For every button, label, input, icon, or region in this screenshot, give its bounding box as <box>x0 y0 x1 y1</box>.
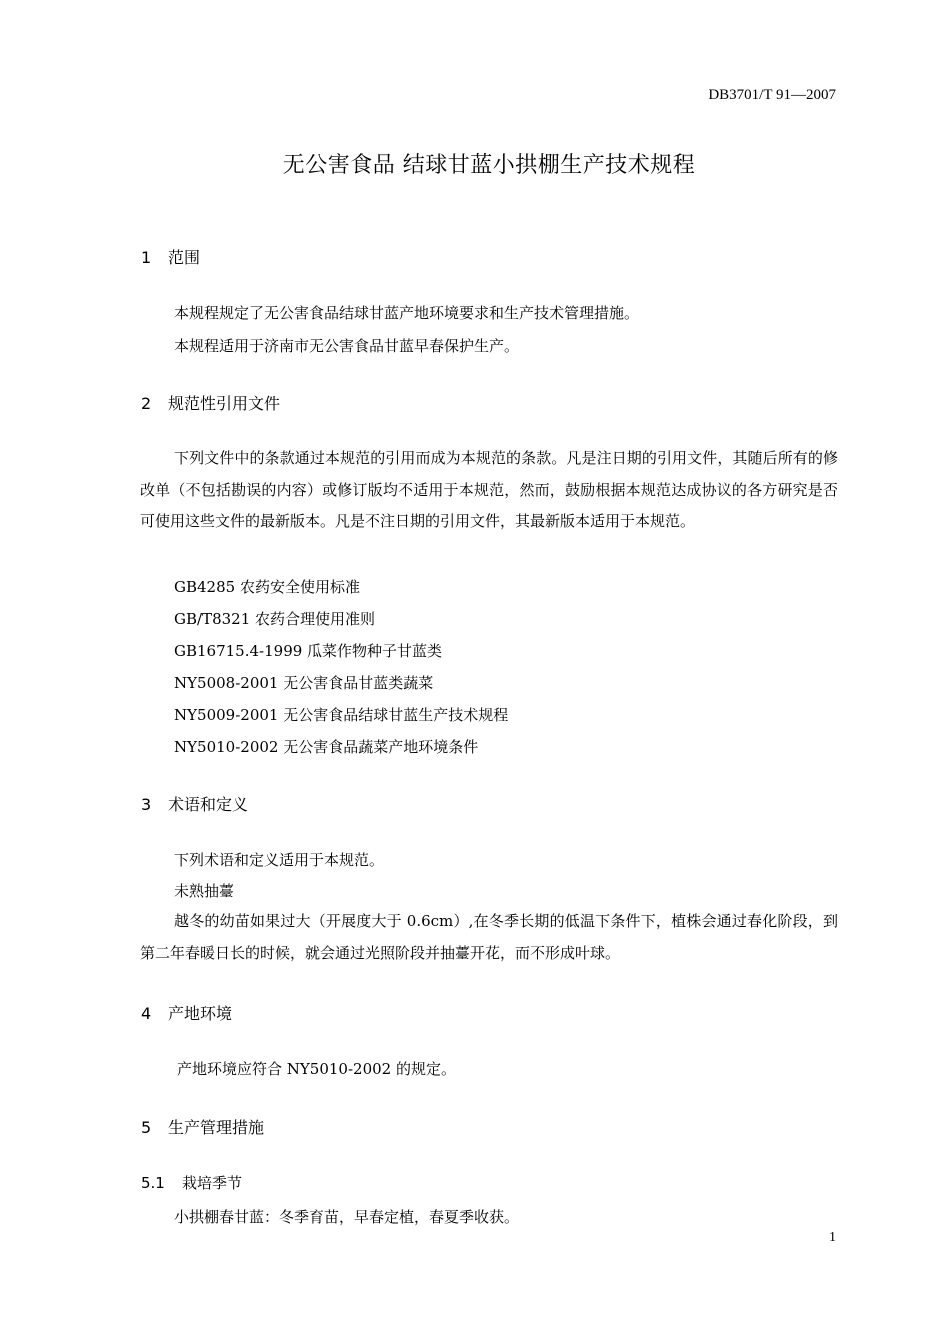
paragraph: 小拱棚春甘蓝：冬季育苗，早春定植，春夏季收获。 <box>174 1208 520 1226</box>
section-number: 2 <box>141 394 152 413</box>
page-number: 1 <box>829 1230 836 1245</box>
section-number: 5 <box>141 1118 152 1137</box>
paragraph: 本规程适用于济南市无公害食品甘蓝早春保护生产。 <box>174 337 520 355</box>
section-3-heading <box>141 792 248 815</box>
section-number: 4 <box>141 1004 152 1023</box>
paragraph: 产地环境应符合 NY5010-2002 的规定。 <box>177 1060 456 1078</box>
document-title: 无公害食品 结球甘蓝小拱棚生产技术规程 <box>282 153 696 178</box>
reference-item: GB4285 农药安全使用标准 <box>174 578 360 596</box>
references-intro-paragraph: 下列文件中的条款通过本规范的引用而成为本规范的条款。凡是注日期的引用文件，其随后所有的修改单（不包括勘误的内容）或修订版均不适用于本规范，然而，鼓励根据本规范达成协议的各方研究是否可使用这些文件的最新版本。凡是不注日期的引用文件，其最新版本适用于本规范。 <box>140 449 838 530</box>
term-definition: 越冬的幼苗如果过大（开展度大于 0.6cm）,在冬季长期的低温下条件下，植株会通过春化阶段，到第二年春暖日长的时候，就会通过光照阶段并抽薹开花，而不形成叶球。 <box>140 912 838 962</box>
subsection-5-1-heading <box>141 1172 242 1193</box>
section-title: 生产管理措施 <box>168 1118 265 1137</box>
subsection-title: 栽培季节 <box>182 1174 243 1192</box>
section-2-heading <box>141 391 280 414</box>
section-1-heading <box>141 245 200 268</box>
paragraph: 本规程规定了无公害食品结球甘蓝产地环境要求和生产技术管理措施。 <box>174 304 640 322</box>
paragraph: 下列术语和定义适用于本规范。 <box>174 851 385 869</box>
reference-item: NY5008-2001 无公害食品甘蓝类蔬菜 <box>174 674 434 692</box>
section-4-heading <box>141 1001 232 1024</box>
section-number: 3 <box>141 795 152 814</box>
reference-item: NY5010-2002 无公害食品蔬菜产地环境条件 <box>174 738 479 756</box>
subsection-number: 5.1 <box>141 1174 165 1192</box>
section-title: 范围 <box>168 248 201 267</box>
reference-item: NY5009-2001 无公害食品结球甘蓝生产技术规程 <box>174 706 509 724</box>
section-title: 产地环境 <box>168 1004 233 1023</box>
section-title: 规范性引用文件 <box>168 394 281 413</box>
section-5-heading <box>141 1115 264 1138</box>
reference-item: GB/T8321 农药合理使用准则 <box>174 610 376 628</box>
document-code: DB3701/T 91—2007 <box>708 87 836 103</box>
section-number: 1 <box>141 248 152 267</box>
section-title: 术语和定义 <box>168 795 249 814</box>
reference-item: GB16715.4-1999 瓜菜作物种子甘蓝类 <box>174 642 443 660</box>
term-name: 未熟抽薹 <box>174 882 235 900</box>
